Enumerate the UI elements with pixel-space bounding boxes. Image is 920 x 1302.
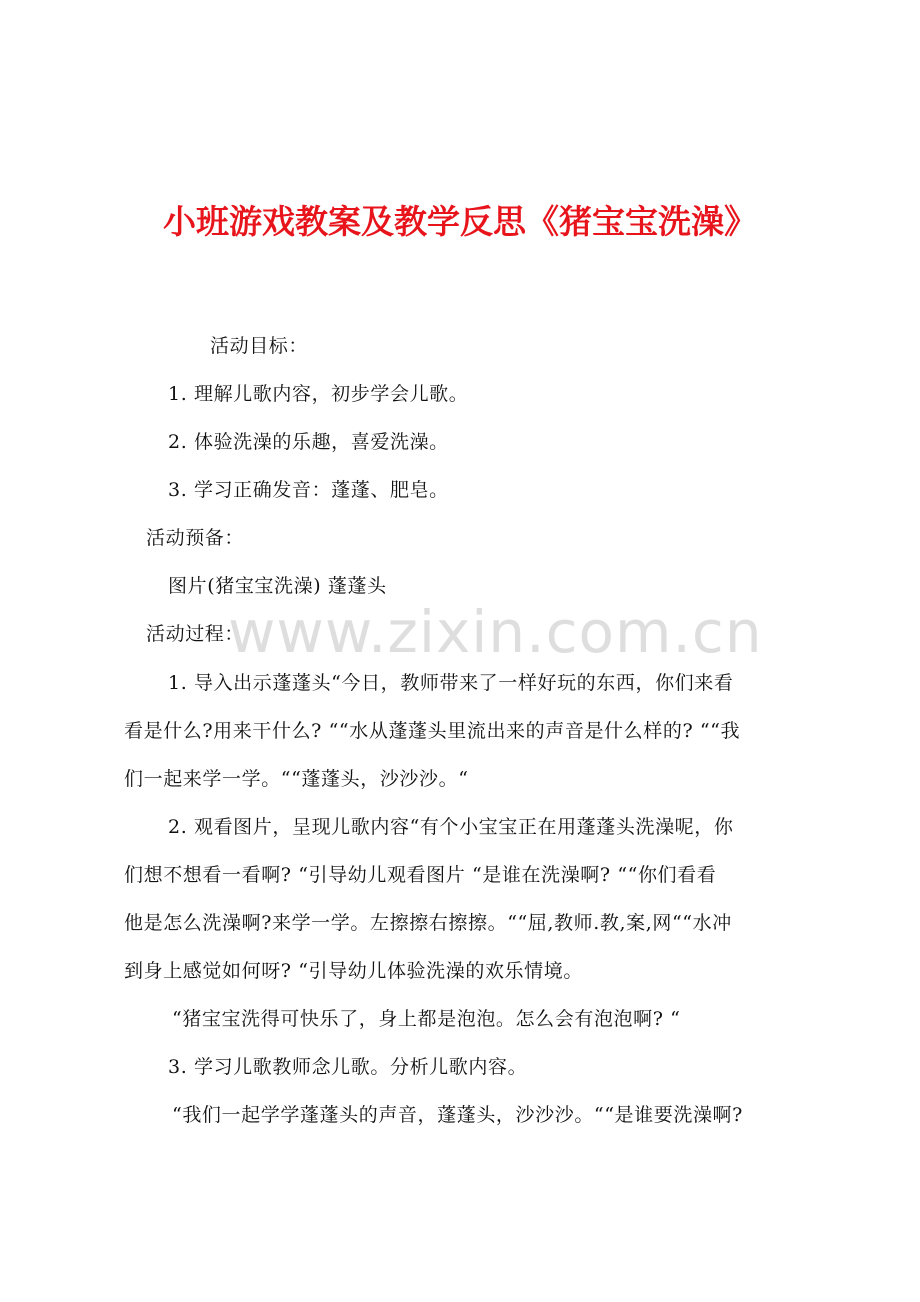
document-title: 小班游戏教案及教学反思《猪宝宝洗澡》	[163, 202, 757, 241]
paragraph-line: 1. 导入出示蓬蓬头“今日，教师带来了一样好玩的东西，你们来看	[168, 672, 734, 694]
paragraph-line: 2. 观看图片，呈现儿歌内容“有个小宝宝正在用蓬蓬头洗澡呢，你	[168, 816, 734, 838]
goal-item: 2. 体验洗澡的乐趣，喜爱洗澡。	[168, 431, 449, 453]
paragraph-line: “猪宝宝洗得可快乐了，身上都是泡泡。怎么会有泡泡啊? “	[172, 1008, 681, 1030]
section-heading-goals: 活动目标：	[210, 335, 309, 357]
paragraph-line: 们想不想看一看啊? “引导幼儿观看图片 “是谁在洗澡啊? ““你们看看	[124, 864, 717, 886]
paragraph-line: 3. 学习儿歌教师念儿歌。分析儿歌内容。	[168, 1056, 528, 1078]
section-heading-preparation: 活动预备：	[146, 527, 245, 549]
paragraph-line: 们一起来学一学。““蓬蓬头，沙沙沙。“	[124, 768, 469, 790]
paragraph-line: “我们一起学学蓬蓬头的声音，蓬蓬头，沙沙沙。““是谁要洗澡啊?	[172, 1104, 743, 1126]
paragraph-line: 看是什么?用来干什么? ““水从蓬蓬头里流出来的声音是什么样的? ““我	[124, 720, 741, 742]
section-heading-process: 活动过程：	[146, 623, 245, 645]
goal-item: 1. 理解儿歌内容，初步学会儿歌。	[168, 383, 469, 405]
preparation-text: 图片(猪宝宝洗澡) 蓬蓬头	[168, 575, 387, 597]
paragraph-line: 他是怎么洗澡啊?来学一学。左擦擦右擦擦。““屈,教师.教,案,网““水冲	[124, 912, 732, 934]
watermark-text: www.zixin.com.cn	[228, 598, 763, 666]
paragraph-line: 到身上感觉如何呀? “引导幼儿体验洗澡的欢乐情境。	[124, 960, 583, 982]
goal-item: 3. 学习正确发音：蓬蓬、肥皂。	[168, 479, 449, 501]
